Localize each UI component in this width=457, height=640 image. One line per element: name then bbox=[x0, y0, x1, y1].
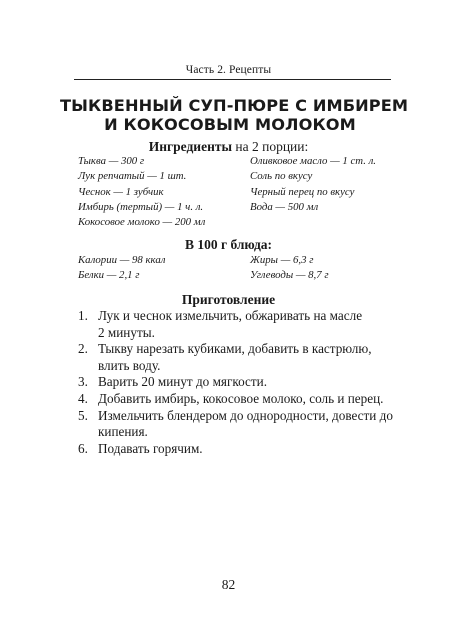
step-text: Варить 20 минут до мягкости. bbox=[98, 374, 268, 390]
preparation-heading bbox=[0, 292, 457, 308]
step-text: Добавить имбирь, кокосовое молоко, соль и перец. bbox=[98, 390, 384, 406]
ingredients-heading-bold: Ингредиенты bbox=[148, 139, 233, 154]
nutrition-item: Жиры — 6,3 г bbox=[250, 254, 314, 266]
recipe-title-line-2: И КОКОСОВЫМ МОЛОКОМ bbox=[104, 115, 356, 134]
nutrition-item: Белки — 2,1 г bbox=[78, 269, 140, 282]
step-number: 6. bbox=[78, 440, 88, 456]
step-text-line: кипения. bbox=[98, 424, 148, 440]
nutrition-item: Углеводы — 8,7 г bbox=[250, 269, 329, 282]
step-text-line: влить воду. bbox=[98, 357, 161, 373]
ingredient-item: Черный перец по вкусу bbox=[250, 185, 355, 198]
step-number: 3. bbox=[78, 374, 88, 390]
step-number: 4. bbox=[78, 390, 88, 406]
step-number: 5. bbox=[78, 407, 88, 423]
ingredient-item: Оливковое масло — 1 ст. л. bbox=[250, 155, 377, 167]
step-text bbox=[98, 308, 403, 341]
page-number: 82 bbox=[221, 577, 236, 592]
nutrition-right-column bbox=[250, 253, 329, 284]
recipe-title-line-1: ТЫКВЕННЫЙ СУП-ПЮРЕ С ИМБИРЕМ bbox=[60, 96, 409, 115]
ingredients-left-column bbox=[78, 154, 205, 230]
ingredient-item: Вода — 500 мл bbox=[250, 200, 319, 213]
step-text: Подавать горячим. bbox=[98, 440, 203, 456]
nutrition-item: Калории — 98 ккал bbox=[78, 254, 166, 266]
preparation-steps bbox=[78, 308, 403, 457]
step-number: 2. bbox=[78, 341, 88, 357]
nutrition-heading-bold: В 100 г блюда: bbox=[184, 237, 273, 252]
ingredients-right-column bbox=[250, 154, 376, 215]
step-item bbox=[78, 408, 403, 441]
ingredient-item: Чеснок — 1 зубчик bbox=[78, 185, 164, 198]
step-text-line: Тыкву нарезать кубиками, добавить в кастрюлю, bbox=[98, 341, 372, 357]
preparation-heading-bold: Приготовление bbox=[181, 292, 276, 307]
step-text bbox=[98, 408, 403, 441]
running-header: Часть 2. Рецепты bbox=[185, 64, 272, 76]
step-item bbox=[78, 391, 403, 408]
ingredient-item: Имбирь (тертый) — 1 ч. л. bbox=[78, 200, 204, 213]
header-rule bbox=[74, 79, 391, 80]
step-text-line: Измельчить блендером до однородности, довести до bbox=[98, 407, 393, 423]
ingredient-item: Лук репчатый — 1 шт. bbox=[78, 170, 187, 183]
step-item bbox=[78, 341, 403, 374]
ingredients-heading bbox=[0, 139, 457, 155]
ingredients-heading-rest: на 2 порции: bbox=[232, 139, 309, 154]
step-text-line: 2 минуты. bbox=[98, 324, 155, 340]
ingredient-item: Кокосовое молоко — 200 мл bbox=[78, 216, 206, 229]
step-number: 1. bbox=[78, 308, 88, 323]
step-item bbox=[78, 308, 403, 341]
nutrition-heading bbox=[0, 237, 457, 253]
nutrition-left-column bbox=[78, 253, 165, 284]
step-text-line: Лук и чеснок измельчить, обжаривать на масле bbox=[98, 308, 363, 323]
step-text bbox=[98, 341, 403, 374]
ingredient-item: Тыква — 300 г bbox=[78, 155, 145, 167]
step-item bbox=[78, 374, 403, 391]
recipe-title bbox=[60, 96, 409, 134]
step-item bbox=[78, 441, 403, 458]
ingredient-item: Соль по вкусу bbox=[250, 170, 313, 183]
